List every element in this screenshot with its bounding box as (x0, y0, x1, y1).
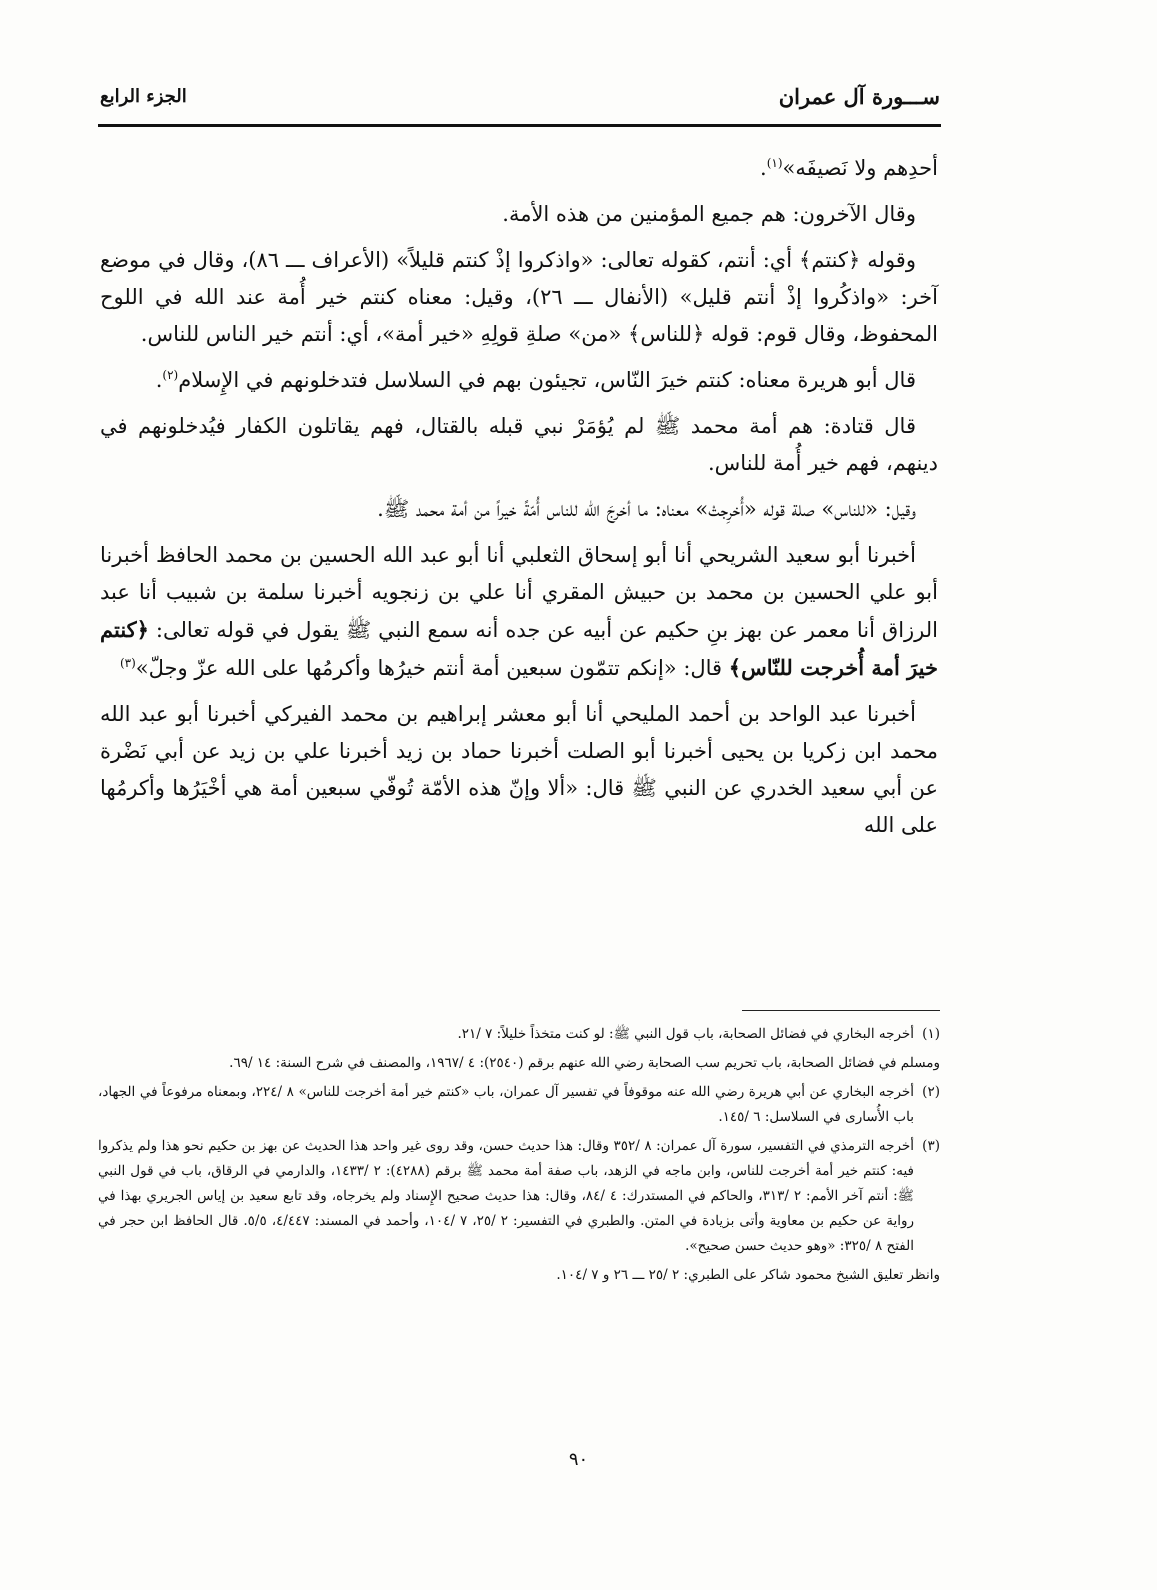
page-header (100, 84, 940, 120)
paragraph-1-text: أحدِهم ولا نَصيفَه» (782, 156, 938, 180)
footnote-1-text: أخرجه البخاري في فضائل الصحابة، باب قول النبي ﷺ: لو كنت متخذاً خليلاً: ٧ /٢١. (457, 1026, 914, 1042)
header-rule (98, 124, 941, 127)
quran-verse: ﴿كنتم خيرَ أمة أُخرجت للنّاس﴾ (100, 617, 938, 680)
paragraph-1-end: . (760, 156, 767, 180)
footnote-2-number: (٢) (922, 1084, 940, 1100)
footnote-2 (98, 1080, 940, 1130)
footnotes (98, 1022, 940, 1292)
paragraph-7-text: أخبرنا أبو سعيد الشريحي أنا أبو إسحاق الثعلبي أنا أبو عبد الله الحسين بن محمد الحافظ أخبرنا أبو علي الحسين بن محمد بن حبيش المقري أنا علي بن زنجويه أخبرنا سلمة بن شبيب أنا عبد الرزاق أنا معمر عن بهز بنِ حكيم عن أبيه عن جده أنه سمع النبي ﷺ يقول في قوله تعالى: (100, 543, 938, 642)
footnote-2-text: أخرجه البخاري عن أبي هريرة رضي الله عنه موقوفاً في تفسير آل عمران، باب «كنتم خير أمة أخرجت للناس» ٨ /٢٢٤، وبمعناه مرفوعاً في الجهاد، باب الأُسارى في السلاسل: ٦ /١٤٥. (98, 1084, 914, 1125)
paragraph-5: قال قتادة: هم أمة محمد ﷺ لم يُؤمَرْ نبي قبله بالقتال، فهم يقاتلون الكفار فيُدخلونهم في دينهم، فهم خير أُمة للناس. (100, 414, 938, 475)
footnote-3 (98, 1134, 940, 1259)
footnote-ref-3: (٣) (119, 656, 136, 670)
main-text (100, 150, 938, 853)
footnote-1-number: (١) (922, 1026, 940, 1042)
paragraph-2: وقال الآخرون: هم جميع المؤمنين من هذه الأمة. (502, 202, 916, 226)
footnote-3-text: أخرجه الترمذي في التفسير، سورة آل عمران: ٨ /٣٥٢ وقال: هذا حديث حسن، وقد روى غير واحد هذا الحديث عن بهز بن حكيم نحو هذا ولم يذكروا فيه: كنتم خير أمة أخرجت للناس، وابن ماجه في الزهد، باب صفة أمة محمد ﷺ برقم (٤٢٨٨): ٢ /١٤٣٣، والدارمي في الرقاق، باب في قول النبي ﷺ: أنتم آخر الأمم: ٢ /٣١٣، والحاكم في المستدرك: ٤ /٨٤، وقال: هذا حديث صحيح الإِسناد ولم يخرجاه، وقد تابع سعيد بن إياس الجريري بهذا في رواية عن حكيم بن معاوية وأتى بزيادة في المتن. والطبري في التفسير: ٢ /٢٥، ٧ /١٠٤، وأحمد في المسند: ٤/٤٤٧، ٥/٥. قال الحافظ ابن حجر في الفتح ٨ /٣٢٥: «وهو حديث حسن صحيح». (98, 1138, 915, 1254)
footnote-separator (742, 1010, 940, 1011)
paragraph-7-hadith: قال: «إنكم تتمّون سبعين أمة أنتم خيرُها وأكرمُها على الله عزّ وجلّ» (135, 656, 729, 680)
paragraph-7 (100, 537, 938, 687)
paragraph-3: وقوله ﴿كنتم﴾ أي: أنتم، كقوله تعالى: «واذكروا إذْ كنتم قليلاً» (الأعراف ـــ ٨٦)، وقال في موضع آخر: «واذكُروا إذْ أنتم قليل» (الأنفال ـــ ٢٦)، وقيل: معناه كنتم خير أُمة عند الله في اللوح المحفوظ، وقال قوم: قوله ﴿للناس﴾ «من» صلةِ قولِهِ «خير أمة»، أي: أنتم خير الناس للناس. (100, 248, 938, 346)
paragraph-4-end: . (155, 368, 163, 392)
footnote-3-continuation: وانظر تعليق الشيخ محمود شاكر على الطبري: ٢ /٢٥ ـــ ٢٦ و ٧ /١٠٤. (556, 1267, 940, 1283)
footnote-ref-2: (٢) (162, 368, 179, 382)
footnote-ref-1: (١) (766, 156, 783, 170)
footnote-1-continuation: ومسلم في فضائل الصحابة، باب تحريم سب الصحابة رضي الله عنهم برقم (٢٥٤٠): ٤ /١٩٦٧، والمصنف في شرح السنة: ١٤ /٦٩. (229, 1055, 940, 1071)
page-number: ٩٠ (568, 1449, 589, 1470)
surah-title: ســـورة آل عمران (778, 84, 940, 109)
paragraph-8: أخبرنا عبد الواحد بن أحمد المليحي أنا أبو معشر إبراهيم بن محمد الفيركي أخبرنا أبو عبد الله محمد ابن زكريا بن يحيى أخبرنا أبو الصلت أخبرنا حماد بن زيد أخبرنا علي بن زيد عن أبي نَضْرة عن أبي سعيد الخدري عن النبي ﷺ قال: «ألا وإنّ هذه الأمّة تُوفّي سبعين أمة هي أخْيَرُها وأكرمُها على الله (100, 702, 938, 837)
juz-label: الجزء الرابع (100, 86, 187, 107)
footnote-3-number: (٣) (922, 1138, 940, 1154)
paragraph-1 (100, 150, 938, 187)
paragraph-4-text: قال أبو هريرة معناه: كنتم خيرَ النّاس، تجيئون بهم في السلاسل فتدخلونهم في الإِسلام (178, 368, 916, 392)
footnote-1 (98, 1022, 940, 1047)
paragraph-4 (100, 362, 938, 399)
paragraph-6: وقيل: «للناس» صلة قوله «أُخرِجتْ» معناه: ما أخرجَ الله للناس أُمّةً خيراً من أمة محمد ﷺ. (377, 497, 916, 521)
